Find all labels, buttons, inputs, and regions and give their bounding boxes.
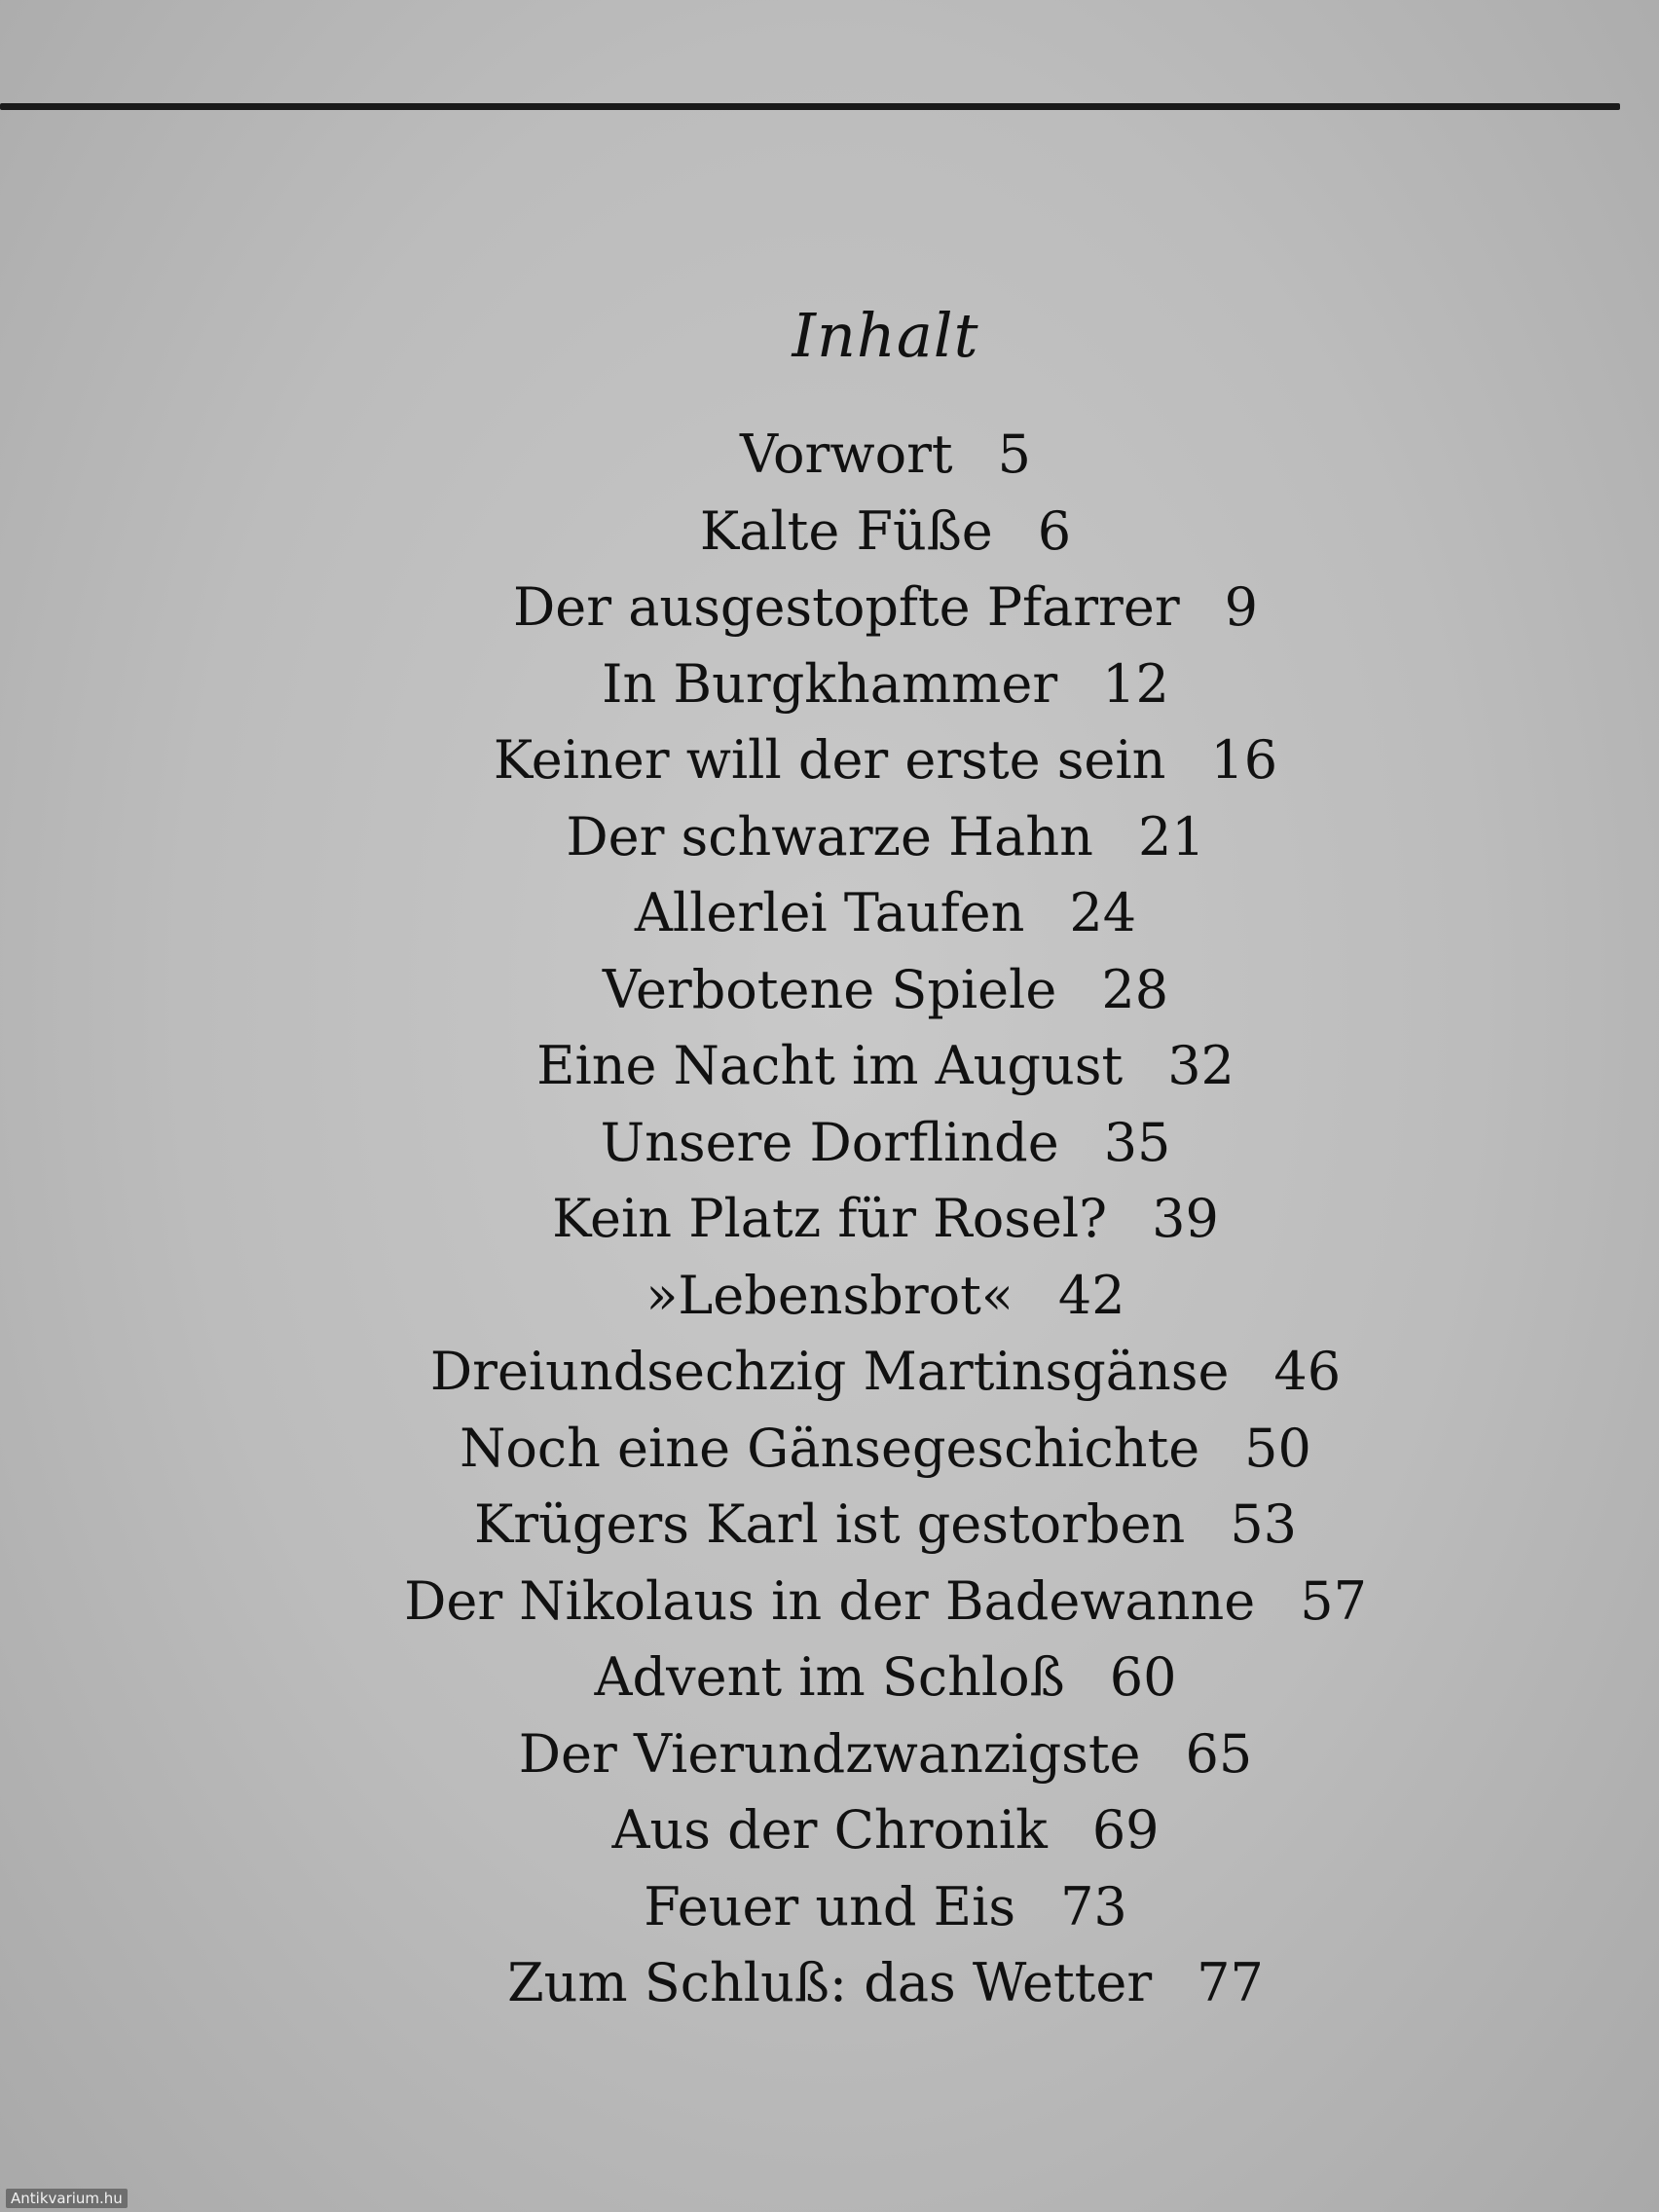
toc-entry-page: 6: [1037, 499, 1072, 562]
toc-entry-title: Aus der Chronik: [611, 1799, 1048, 1861]
toc-entry-page: 5: [997, 424, 1031, 485]
toc-entry: [0, 1792, 1659, 1869]
toc-entry-title: Advent im Schloß: [594, 1646, 1065, 1708]
toc-entry: [0, 952, 1659, 1029]
toc-entry-page: 53: [1230, 1493, 1298, 1555]
header-rule: [0, 103, 1620, 110]
toc-entry: [0, 1869, 1659, 1946]
toc-entry-title: Noch eine Gänsegeschichte: [460, 1417, 1200, 1479]
toc-entry-title: Keiner will der erste sein: [493, 729, 1166, 791]
toc-entry-page: 35: [1103, 1111, 1171, 1173]
toc-entry-title: Feuer und Eis: [644, 1875, 1016, 1937]
toc-entry-page: 69: [1091, 1799, 1160, 1861]
toc-entry-page: 39: [1152, 1188, 1219, 1249]
toc-entry-page: 24: [1069, 882, 1137, 943]
toc-entry-title: Verbotene Spiele: [602, 958, 1057, 1020]
toc-entry-title: Krügers Karl ist gestorben: [473, 1493, 1186, 1555]
toc-entry-title: Allerlei Taufen: [634, 882, 1025, 943]
toc-entry-page: 9: [1224, 576, 1258, 638]
toc-entry: [0, 1258, 1659, 1335]
toc-entry-title: Zum Schluß: das Wetter: [507, 1952, 1153, 2013]
toc-entry-title: Unsere Dorflinde: [600, 1111, 1059, 1173]
toc-entry: [0, 1640, 1659, 1716]
toc-entry-title: Der Nikolaus in der Badewanne: [404, 1569, 1256, 1632]
toc-entry: [0, 1028, 1659, 1105]
toc-entry-page: 73: [1060, 1875, 1127, 1937]
toc-entry-title: Dreiundsechzig Martinsgänse: [429, 1341, 1230, 1402]
toc-entry-page: 60: [1109, 1646, 1177, 1708]
toc-entry-title: Vorwort: [740, 424, 953, 485]
toc-entry: [0, 1181, 1659, 1258]
toc-entry-page: 50: [1244, 1417, 1311, 1479]
toc-title: Inhalt: [792, 300, 979, 371]
toc-entry-title: Kein Platz für Rosel?: [552, 1188, 1108, 1249]
toc-entry-page: 46: [1273, 1341, 1342, 1402]
toc-entry-page: 12: [1102, 652, 1169, 715]
toc-entry-title: Eine Nacht im August: [536, 1035, 1124, 1096]
toc-entry: [0, 1716, 1659, 1793]
toc-entry: [0, 722, 1659, 799]
toc-entry-page: 57: [1300, 1569, 1367, 1632]
toc-entry: [0, 1334, 1659, 1411]
toc-entry-page: 32: [1167, 1035, 1235, 1096]
toc-entry-page: 77: [1197, 1952, 1264, 2013]
toc-entry-title: Kalte Füße: [699, 499, 993, 562]
toc-entry: [0, 494, 1659, 571]
toc-entry-title: »Lebensbrot«: [645, 1264, 1014, 1326]
toc-entry: [0, 875, 1659, 952]
toc-entry-page: 16: [1210, 729, 1278, 791]
toc-entry-page: 42: [1057, 1264, 1125, 1326]
toc-entry-page: 21: [1137, 805, 1205, 867]
toc-entry: [0, 799, 1659, 876]
toc-entry-title: In Burgkhammer: [602, 652, 1058, 715]
toc-list: [0, 417, 1659, 2022]
toc-entry: [0, 417, 1659, 494]
toc-entry: [0, 1564, 1659, 1641]
toc-entry: [0, 1945, 1659, 2022]
watermark: Antikvarium.hu: [6, 2189, 128, 2208]
toc-entry: [0, 646, 1659, 723]
toc-entry: [0, 1105, 1659, 1182]
toc-entry: [0, 570, 1659, 646]
toc-entry-title: Der schwarze Hahn: [566, 805, 1093, 867]
toc-entry-title: Der Vierundzwanzigste: [518, 1722, 1141, 1785]
toc-entry: [0, 1487, 1659, 1564]
toc-entry-page: 28: [1101, 958, 1169, 1020]
toc-entry-page: 65: [1185, 1722, 1253, 1785]
toc-entry: [0, 1411, 1659, 1488]
toc-entry-title: Der ausgestopfte Pfarrer: [512, 576, 1180, 638]
